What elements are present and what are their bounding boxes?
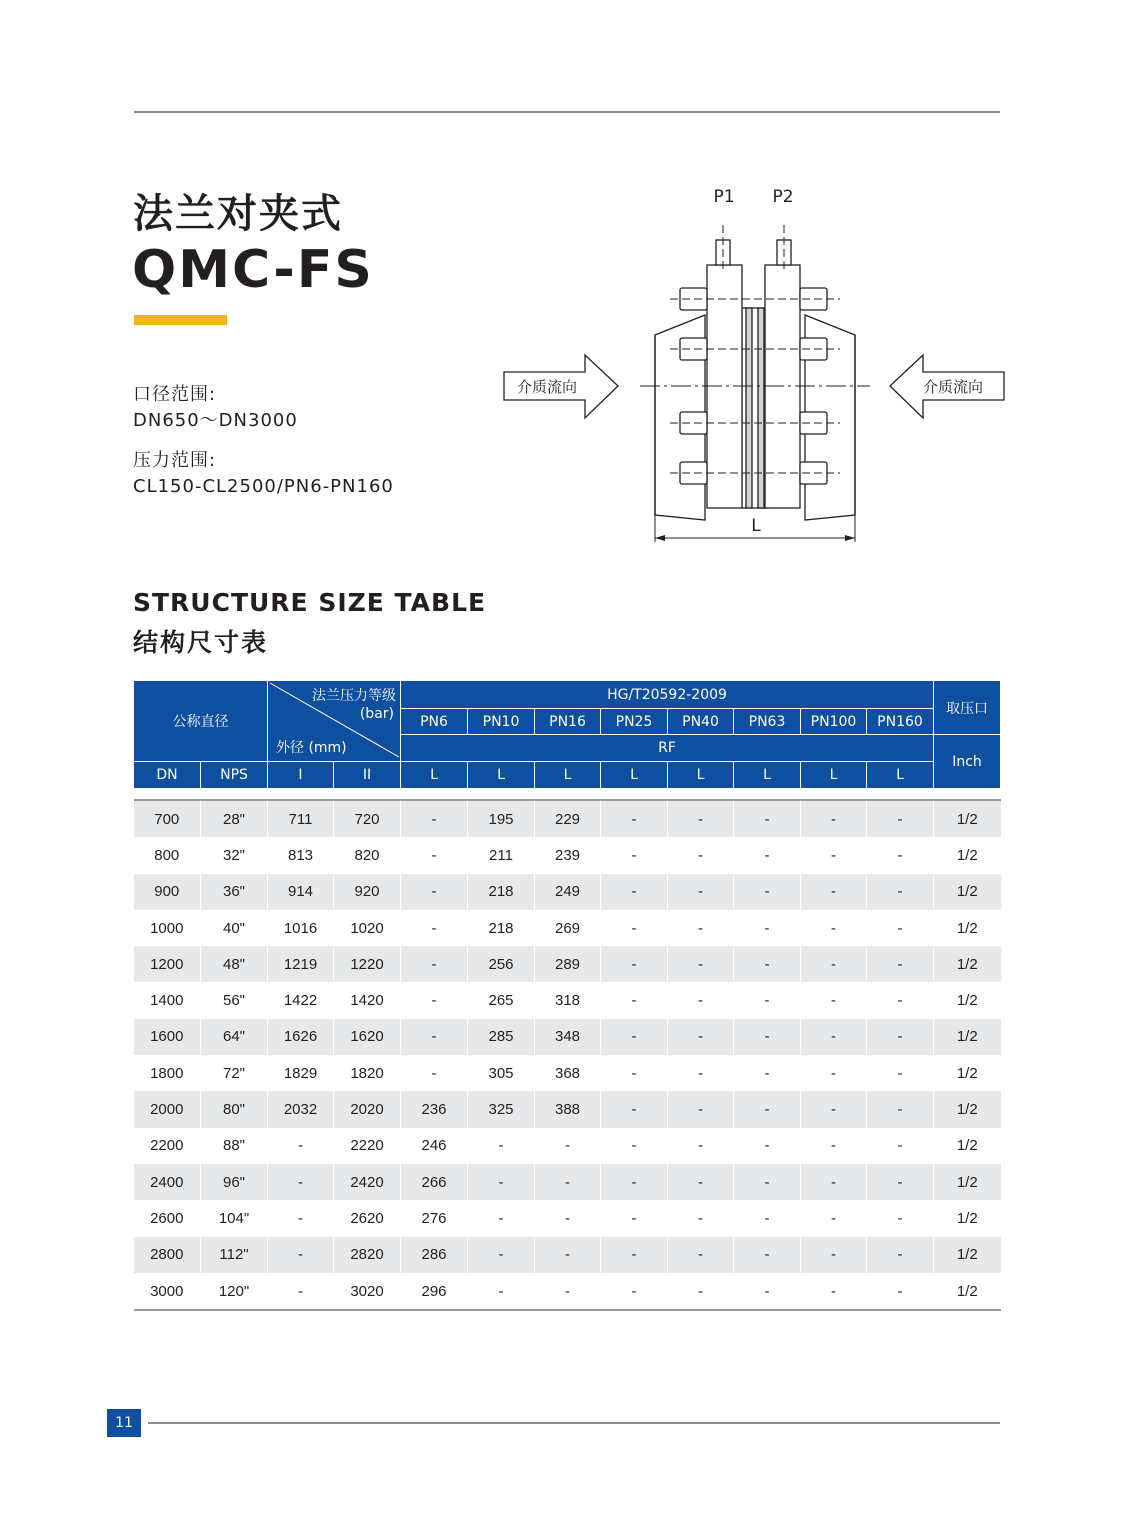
table-cell: 1/2	[934, 1091, 1001, 1127]
table-spacer	[134, 789, 1001, 801]
table-cell: -	[867, 837, 934, 873]
table-cell: 236	[401, 1091, 468, 1127]
table-cell: 1/2	[934, 837, 1001, 873]
table-cell: -	[601, 1128, 668, 1164]
table-cell: 286	[401, 1237, 468, 1273]
table-cell: 285	[468, 1019, 535, 1055]
section-title-cn: 结构尺寸表	[133, 628, 269, 657]
sub-header: L	[668, 762, 734, 789]
sub-header: DN	[134, 762, 201, 789]
table-cell: 3000	[134, 1273, 201, 1310]
table-row	[134, 1091, 1001, 1127]
sub-header: L	[734, 762, 801, 789]
table-cell: 914	[268, 874, 334, 910]
table-cell: -	[601, 946, 668, 982]
table-cell: 2600	[134, 1200, 201, 1236]
table-row	[134, 946, 1001, 982]
table-cell: 700	[134, 800, 201, 837]
table-cell: 2200	[134, 1128, 201, 1164]
table-cell: -	[468, 1164, 535, 1200]
table-cell: -	[801, 874, 867, 910]
table-cell: -	[801, 1055, 867, 1091]
rf-header: RF	[401, 735, 934, 762]
table-cell: -	[867, 1055, 934, 1091]
table-cell: 1626	[268, 1019, 334, 1055]
table-cell: -	[668, 874, 734, 910]
table-cell: 28"	[201, 800, 268, 837]
table-cell: -	[867, 1273, 934, 1310]
table-cell: -	[734, 874, 801, 910]
table-cell: -	[601, 800, 668, 837]
table-cell: 1/2	[934, 1237, 1001, 1273]
table-cell: -	[734, 800, 801, 837]
table-cell: 1620	[334, 1019, 401, 1055]
table-cell: 256	[468, 946, 535, 982]
table-cell: 246	[401, 1128, 468, 1164]
table-cell: 1000	[134, 910, 201, 946]
table-cell: 2400	[134, 1164, 201, 1200]
table-cell: 1/2	[934, 982, 1001, 1018]
table-cell: -	[734, 946, 801, 982]
table-row	[134, 910, 1001, 946]
table-cell: -	[601, 1091, 668, 1127]
table-cell: -	[668, 837, 734, 873]
table-cell: -	[601, 874, 668, 910]
table-cell: 2020	[334, 1091, 401, 1127]
table-row	[134, 1200, 1001, 1236]
table-row	[134, 1019, 1001, 1055]
table-cell: 112"	[201, 1237, 268, 1273]
table-cell: 218	[468, 910, 535, 946]
table-cell: 1829	[268, 1055, 334, 1091]
table-cell: -	[867, 910, 934, 946]
table-cell: 276	[401, 1200, 468, 1236]
table-cell: 318	[535, 982, 601, 1018]
inch-header: Inch	[934, 735, 1001, 789]
sub-header: II	[334, 762, 401, 789]
table-cell: 239	[535, 837, 601, 873]
table-cell: 269	[535, 910, 601, 946]
pn-header: PN100	[801, 709, 867, 735]
table-cell: 348	[535, 1019, 601, 1055]
table-cell: 195	[468, 800, 535, 837]
table-row	[134, 1273, 1001, 1310]
outer-diameter-label: 外径 (mm)	[276, 740, 347, 756]
table-cell: -	[268, 1237, 334, 1273]
table-cell: -	[801, 1200, 867, 1236]
table-cell: -	[668, 910, 734, 946]
table-cell: 120"	[201, 1273, 268, 1310]
top-divider	[134, 111, 1000, 113]
table-cell: -	[668, 946, 734, 982]
standard-header: HG/T20592-2009	[401, 681, 934, 709]
table-cell: -	[734, 982, 801, 1018]
table-cell: -	[734, 1200, 801, 1236]
table-cell: 1820	[334, 1055, 401, 1091]
table-cell: -	[801, 837, 867, 873]
flange-class-label: 法兰压力等级	[312, 688, 396, 704]
table-cell: 265	[468, 982, 535, 1018]
table-cell: -	[867, 1200, 934, 1236]
table-cell: -	[801, 910, 867, 946]
label-p2: P2	[772, 187, 794, 207]
table-cell: -	[668, 1200, 734, 1236]
table-cell: -	[401, 800, 468, 837]
table-cell: -	[468, 1237, 535, 1273]
table-cell: 2220	[334, 1128, 401, 1164]
table-cell: 711	[268, 800, 334, 837]
table-row	[134, 800, 1001, 837]
table-cell: -	[268, 1200, 334, 1236]
table-cell: -	[801, 1273, 867, 1310]
table-cell: -	[601, 1019, 668, 1055]
table-cell: 104"	[201, 1200, 268, 1236]
table-cell: -	[734, 910, 801, 946]
table-cell: 2800	[134, 1237, 201, 1273]
table-cell: 1020	[334, 910, 401, 946]
table-cell: 1/2	[934, 1055, 1001, 1091]
table-cell: -	[668, 1091, 734, 1127]
pressure-label: 压力范围:	[133, 450, 217, 471]
table-cell: 920	[334, 874, 401, 910]
table-cell: 2000	[134, 1091, 201, 1127]
table-cell: -	[668, 982, 734, 1018]
table-cell: 325	[468, 1091, 535, 1127]
table-cell: -	[535, 1200, 601, 1236]
table-cell: -	[601, 1200, 668, 1236]
table-cell: 2620	[334, 1200, 401, 1236]
table-cell: -	[867, 1237, 934, 1273]
table-cell: -	[601, 837, 668, 873]
table-cell: 1/2	[934, 910, 1001, 946]
sub-header: L	[401, 762, 468, 789]
sub-header: L	[801, 762, 867, 789]
table-cell: -	[668, 1128, 734, 1164]
pn-header: PN63	[734, 709, 801, 735]
sub-header: L	[535, 762, 601, 789]
table-cell: -	[867, 1164, 934, 1200]
table-cell: -	[535, 1237, 601, 1273]
pn-header: PN6	[401, 709, 468, 735]
table-cell: -	[401, 1019, 468, 1055]
table-cell: -	[801, 1091, 867, 1127]
table-cell: -	[401, 1055, 468, 1091]
table-cell: -	[468, 1200, 535, 1236]
table-cell: 36"	[201, 874, 268, 910]
table-cell: 1/2	[934, 946, 1001, 982]
table-cell: 218	[468, 874, 535, 910]
table-row	[134, 874, 1001, 910]
table-cell: 1420	[334, 982, 401, 1018]
table-cell: 80"	[201, 1091, 268, 1127]
table-cell: -	[734, 1237, 801, 1273]
table-cell: -	[801, 1128, 867, 1164]
table-cell: 813	[268, 837, 334, 873]
table-cell: -	[867, 982, 934, 1018]
table-cell: -	[867, 800, 934, 837]
table-cell: 229	[535, 800, 601, 837]
table-cell: 1/2	[934, 1128, 1001, 1164]
sub-header: L	[867, 762, 934, 789]
table-cell: -	[535, 1273, 601, 1310]
flow-label-left: 介质流向	[517, 378, 578, 396]
table-cell: 720	[334, 800, 401, 837]
table-cell: -	[401, 910, 468, 946]
dimension-l-label: L	[751, 516, 761, 536]
table-cell: -	[734, 1164, 801, 1200]
table-cell: -	[268, 1273, 334, 1310]
table-cell: -	[668, 1055, 734, 1091]
table-cell: -	[268, 1164, 334, 1200]
table-cell: -	[734, 1091, 801, 1127]
tap-header: 取压口	[934, 681, 1001, 735]
table-cell: 800	[134, 837, 201, 873]
table-cell: -	[867, 946, 934, 982]
table-cell: -	[668, 1164, 734, 1200]
table-cell: 56"	[201, 982, 268, 1018]
table-cell: -	[468, 1273, 535, 1310]
page-number: 11	[107, 1409, 141, 1437]
table-cell: -	[867, 874, 934, 910]
table-cell: -	[734, 1128, 801, 1164]
table-cell: -	[734, 1019, 801, 1055]
table-cell: 1200	[134, 946, 201, 982]
table-cell: 32"	[201, 837, 268, 873]
flow-label-right: 介质流向	[923, 378, 984, 396]
table-cell: -	[401, 946, 468, 982]
table-cell: -	[668, 1019, 734, 1055]
table-cell: 64"	[201, 1019, 268, 1055]
pn-header: PN40	[668, 709, 734, 735]
caliber-label: 口径范围:	[133, 384, 217, 405]
table-row	[134, 1164, 1001, 1200]
table-cell: 900	[134, 874, 201, 910]
sub-header: NPS	[201, 762, 268, 789]
pn-header: PN160	[867, 709, 934, 735]
table-row	[134, 837, 1001, 873]
table-cell: -	[867, 1019, 934, 1055]
sub-header: L	[601, 762, 668, 789]
caliber-value: DN650～DN3000	[133, 410, 298, 431]
table-cell: -	[668, 1273, 734, 1310]
table-cell: 1600	[134, 1019, 201, 1055]
table-cell: -	[801, 800, 867, 837]
table-row	[134, 1128, 1001, 1164]
table-cell: -	[734, 1273, 801, 1310]
pn-header: PN10	[468, 709, 535, 735]
table-row	[134, 982, 1001, 1018]
table-cell: -	[801, 1019, 867, 1055]
product-model: QMC-FS	[132, 240, 374, 300]
table-cell: 1400	[134, 982, 201, 1018]
table-cell: 820	[334, 837, 401, 873]
table-cell: -	[801, 982, 867, 1018]
table-cell: 1/2	[934, 1200, 1001, 1236]
table-cell: -	[601, 910, 668, 946]
table-cell: 289	[535, 946, 601, 982]
table-row	[134, 1237, 1001, 1273]
table-cell: -	[468, 1128, 535, 1164]
table-cell: 266	[401, 1164, 468, 1200]
table-cell: -	[535, 1164, 601, 1200]
table-cell: 249	[535, 874, 601, 910]
table-cell: -	[601, 1237, 668, 1273]
section-title-en: STRUCTURE SIZE TABLE	[133, 588, 487, 617]
table-cell: -	[535, 1128, 601, 1164]
table-cell: -	[601, 1164, 668, 1200]
table-cell: 1800	[134, 1055, 201, 1091]
table-cell: -	[401, 874, 468, 910]
table-row	[134, 1055, 1001, 1091]
table-cell: 40"	[201, 910, 268, 946]
table-cell: 3020	[334, 1273, 401, 1310]
table-cell: 2820	[334, 1237, 401, 1273]
accent-bar	[134, 315, 227, 325]
table-cell: 1220	[334, 946, 401, 982]
table-cell: -	[268, 1128, 334, 1164]
flowmeter-diagram	[500, 180, 1010, 550]
table-cell: -	[801, 1164, 867, 1200]
table-cell: -	[601, 982, 668, 1018]
product-title-cn: 法兰对夹式	[133, 191, 343, 237]
table-cell: -	[867, 1128, 934, 1164]
table-cell: 2420	[334, 1164, 401, 1200]
flange-class-header	[268, 681, 401, 762]
table-cell: 96"	[201, 1164, 268, 1200]
table-cell: 88"	[201, 1128, 268, 1164]
table-cell: 1422	[268, 982, 334, 1018]
table-cell: 305	[468, 1055, 535, 1091]
table-cell: -	[734, 837, 801, 873]
table-cell: 1/2	[934, 874, 1001, 910]
table-cell: 1/2	[934, 1164, 1001, 1200]
table-cell: 211	[468, 837, 535, 873]
table-cell: 296	[401, 1273, 468, 1310]
table-cell: 48"	[201, 946, 268, 982]
table-cell: -	[601, 1055, 668, 1091]
nominal-diameter-header: 公称直径	[134, 681, 268, 762]
table-cell: 388	[535, 1091, 601, 1127]
bar-unit-label: (bar)	[359, 706, 394, 722]
table-cell: 1016	[268, 910, 334, 946]
table-cell: 1219	[268, 946, 334, 982]
table-cell: -	[734, 1055, 801, 1091]
table-cell: 1/2	[934, 1273, 1001, 1310]
table-cell: -	[867, 1091, 934, 1127]
table-cell: -	[401, 837, 468, 873]
bottom-divider	[148, 1422, 1000, 1424]
table-cell: 368	[535, 1055, 601, 1091]
table-cell: -	[601, 1273, 668, 1310]
structure-size-table	[133, 680, 1001, 1311]
pn-header: PN25	[601, 709, 668, 735]
table-cell: -	[801, 946, 867, 982]
table-cell: -	[801, 1237, 867, 1273]
pressure-value: CL150-CL2500/PN6-PN160	[133, 476, 394, 497]
table-cell: 72"	[201, 1055, 268, 1091]
table-cell: -	[668, 800, 734, 837]
table-cell: 1/2	[934, 800, 1001, 837]
pn-header: PN16	[535, 709, 601, 735]
label-p1: P1	[713, 187, 735, 207]
table-cell: -	[401, 982, 468, 1018]
table-cell: -	[668, 1237, 734, 1273]
sub-header: L	[468, 762, 535, 789]
table-cell: 2032	[268, 1091, 334, 1127]
table-cell: 1/2	[934, 1019, 1001, 1055]
sub-header: I	[268, 762, 334, 789]
